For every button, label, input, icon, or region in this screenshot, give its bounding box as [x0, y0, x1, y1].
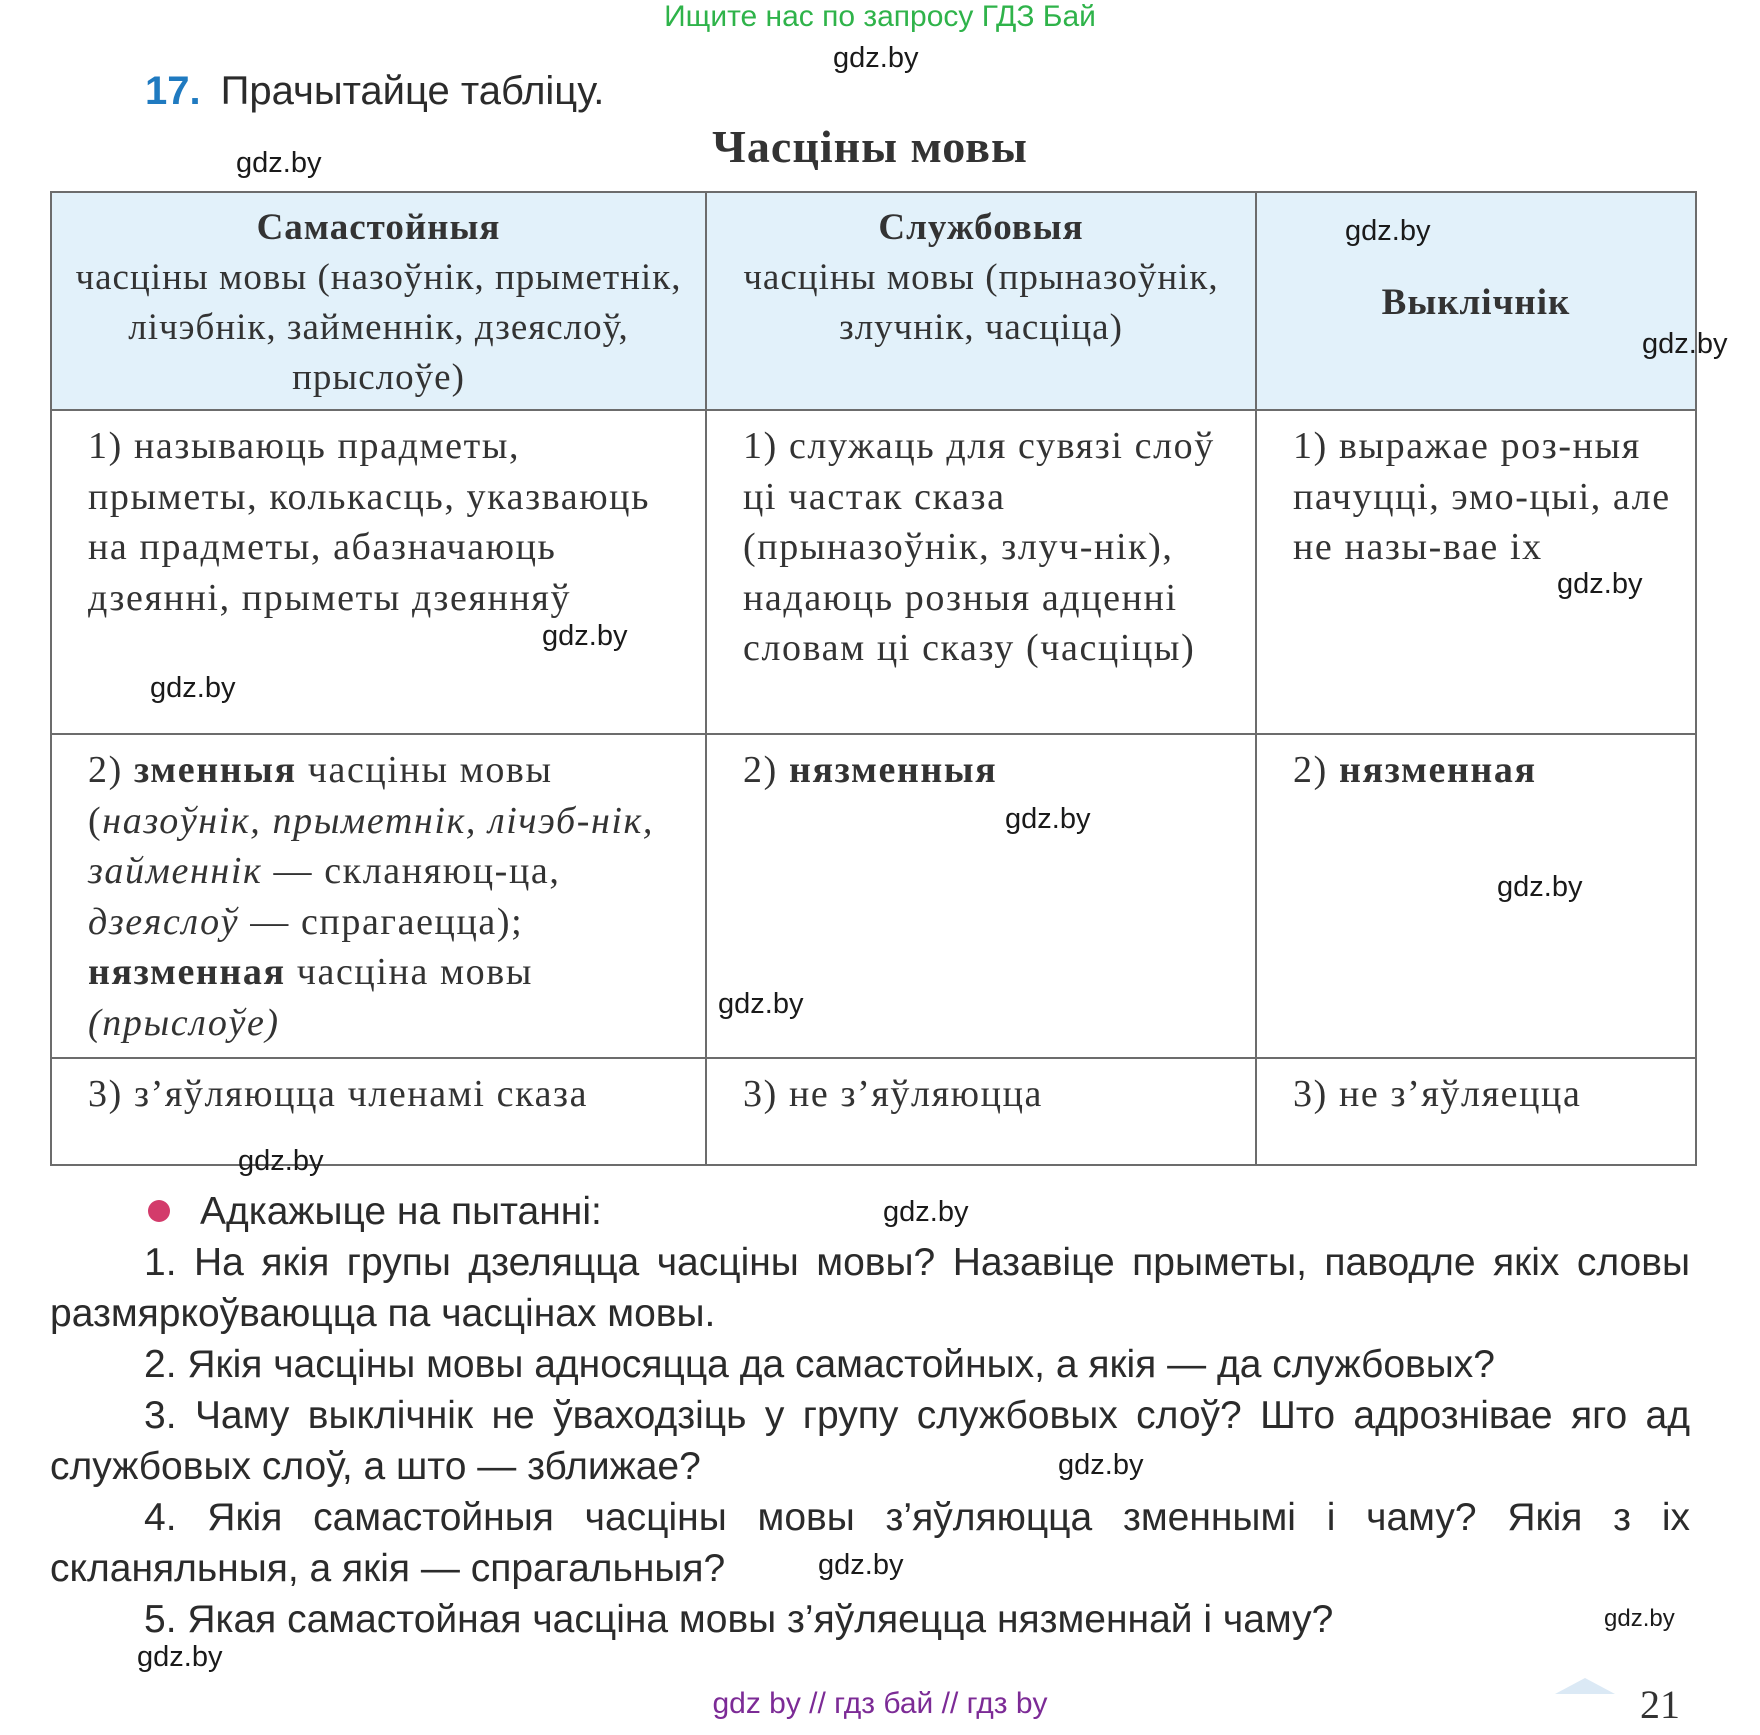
- task-heading: [145, 66, 604, 116]
- page-number: 21: [1640, 1682, 1680, 1727]
- question-item: 2. Якія часціны мовы адносяцца да самастойных, а якія — да службовых?: [144, 1343, 1495, 1386]
- cell-interjection-meaning: 1) выражае роз-ныя пачуцці, эмо-цыі, але не назы-вае іх: [1256, 410, 1696, 734]
- header-independent: [51, 192, 706, 410]
- watermark: gdz.by: [818, 1549, 904, 1581]
- task-number: 17.: [145, 69, 201, 113]
- watermark: gdz.by: [1557, 568, 1643, 600]
- header-interjection-title: Выклічнік: [1381, 282, 1571, 323]
- watermark: gdz.by: [833, 42, 919, 74]
- questions-lead-text: Адкажыце на пытанні:: [200, 1190, 602, 1233]
- cell-text: — спрагаецца);: [239, 900, 524, 943]
- watermark: gdz.by: [542, 620, 628, 652]
- task-text: Прачытайце табліцу.: [220, 69, 605, 113]
- cell-independent-role: 3) з’яўляюцца членамі сказа: [51, 1058, 706, 1165]
- header-auxiliary-desc: часціны мовы (прыназоўнік, злучнік, часціца): [743, 257, 1219, 348]
- header-auxiliary-title: Службовыя: [878, 207, 1084, 248]
- cell-interjection-role: 3) не з’яўляецца: [1256, 1058, 1696, 1165]
- parts-of-speech-table: [50, 191, 1697, 1166]
- cell-italic: (прыслоўе): [88, 1001, 280, 1044]
- cell-text: часціна мовы: [285, 951, 533, 993]
- cell-text: 2): [743, 749, 789, 791]
- table-row: [51, 734, 1696, 1058]
- question-item: 5. Якая самастойная часціна мовы з’яўляецца нязменнай і чаму?: [144, 1598, 1334, 1641]
- cell-auxiliary-role: 3) не з’яўляюцца: [706, 1058, 1256, 1165]
- watermark: gdz.by: [1642, 328, 1728, 360]
- cell-bold: зменныя: [133, 749, 297, 791]
- watermark: gdz.by: [1345, 215, 1431, 247]
- watermark: gdz.by: [883, 1196, 969, 1228]
- cell-italic: дзеяслоў: [88, 900, 240, 943]
- cell-text: — скланяюц-ца,: [262, 850, 561, 892]
- watermark: gdz.by: [1005, 803, 1091, 835]
- watermark: gdz.by: [238, 1145, 324, 1177]
- question-item: 4. Якія самастойныя часціны мовы з’яўляюцца зменнымі і чаму? Якія з іх скланяльныя, а якія — спрагальныя?: [50, 1496, 1690, 1590]
- table-row: [51, 410, 1696, 734]
- header-independent-desc: часціны мовы (назоўнік, прыметнік, лічэбнік, займеннік, дзеяслоў, прыслоўе): [75, 257, 682, 398]
- cell-independent-meaning: 1) называюць прадметы, прыметы, колькасць, указваюць на прадметы, абазначаюць дзеянні, прыметы дзеянняў: [51, 410, 706, 734]
- cell-interjection-changeability: [1256, 734, 1696, 1058]
- bullet-icon: [148, 1200, 170, 1222]
- cell-independent-changeability: [51, 734, 706, 1058]
- watermark: gdz.by: [1497, 871, 1583, 903]
- cell-bold: нязменная: [1338, 749, 1537, 791]
- header-interjection: [1256, 192, 1696, 410]
- cell-text: 2): [88, 749, 134, 791]
- watermark: gdz.by: [236, 147, 322, 179]
- top-banner: Ищите нас по запросу ГДЗ Бай: [664, 0, 1096, 33]
- watermark: gdz.by: [1058, 1449, 1144, 1481]
- cell-bold: нязменныя: [788, 749, 998, 791]
- footer-links: gdz by // гдз бай // гдз by: [712, 1687, 1048, 1720]
- watermark: gdz.by: [1604, 1605, 1675, 1632]
- header-independent-title: Самастойныя: [256, 207, 501, 248]
- cell-bold: нязменная: [88, 951, 286, 993]
- question-item: 1. На якія групы дзеляцца часціны мовы? Назавіце прыметы, паводле якіх словы размяркоўваюцца па часцінах мовы.: [50, 1241, 1690, 1335]
- watermark: gdz.by: [150, 672, 236, 704]
- cell-auxiliary-meaning: 1) служаць для сувязі слоў ці частак сказа (прыназоўнік, злуч-нік), надаюць розныя адценні словам ці сказу (часціцы): [706, 410, 1256, 734]
- question-item: 3. Чаму выклічнік не ўваходзіць у групу службовых слоў? Што адрознівае яго ад службовых слоў, а што — зближае?: [50, 1394, 1690, 1488]
- cell-text: 2): [1293, 749, 1339, 791]
- watermark: gdz.by: [137, 1641, 223, 1673]
- questions-lead: [50, 1186, 1690, 1237]
- table-title: Часціны мовы: [712, 121, 1028, 172]
- cell-italic: назоўнік, прыметнік, лічэб-нік, займеннік: [88, 799, 655, 892]
- cell-text: часціны мовы (: [88, 749, 553, 842]
- header-auxiliary: [706, 192, 1256, 410]
- watermark: gdz.by: [718, 988, 804, 1020]
